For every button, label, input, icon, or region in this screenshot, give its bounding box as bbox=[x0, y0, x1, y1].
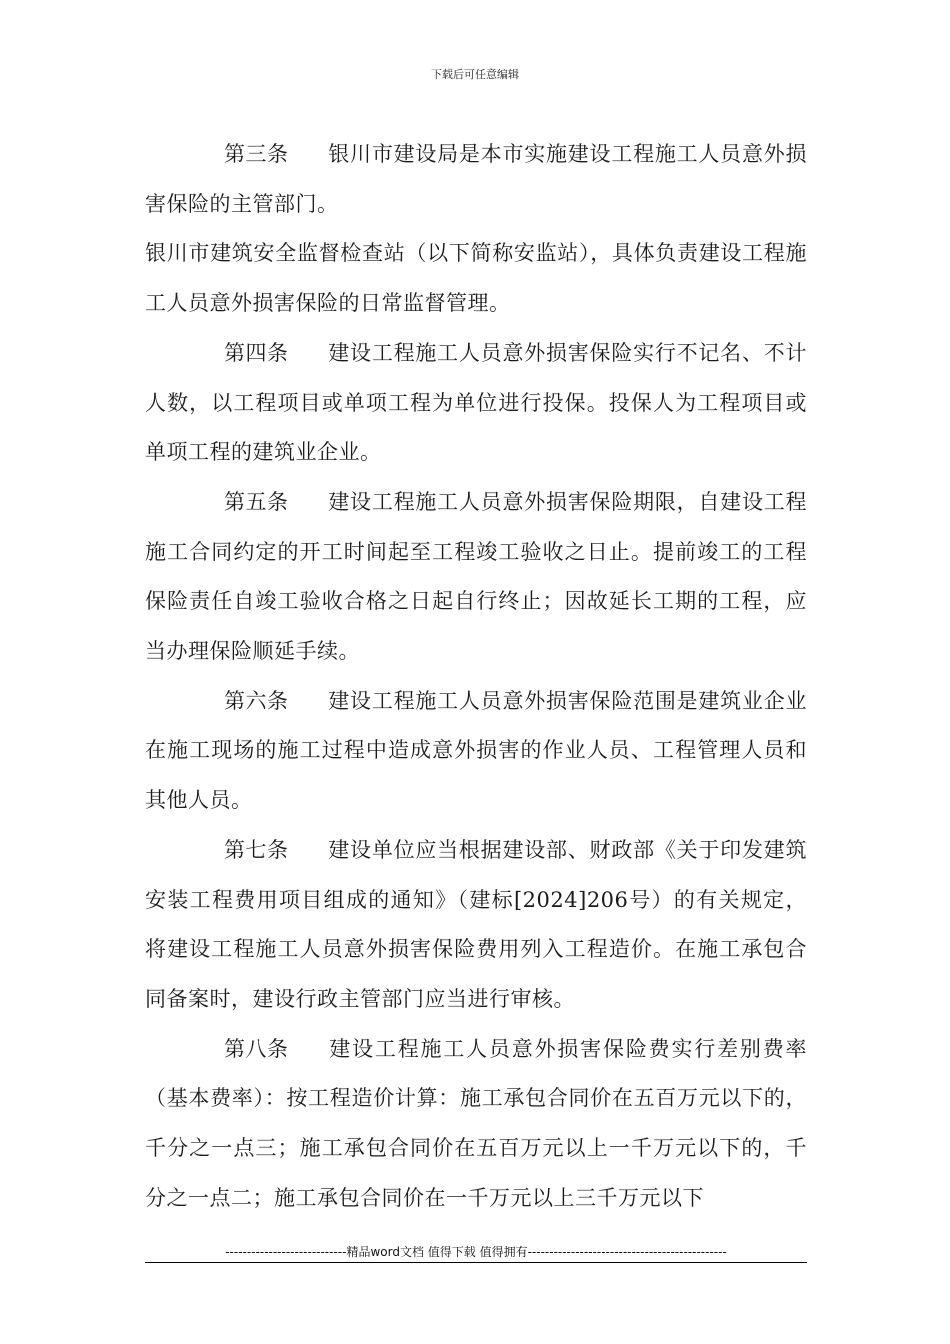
article-number: 第六条 bbox=[224, 688, 289, 713]
supervision-station-paragraph bbox=[145, 229, 807, 328]
article-5-paragraph bbox=[145, 478, 807, 677]
document-body bbox=[145, 130, 807, 1223]
article-text: 银川市建设局是本市实施建设工程施工人员意外损害保险的主管部门。 bbox=[145, 142, 807, 216]
article-text: 建设工程施工人员意外损害保险期限，自建设工程施工合同约定的开工时间起至工程竣工验收之日止。提前竣工的工程保险责任自竣工验收合格之日起自行终止；因故延长工期的工程，应当办理保险顺延手续。 bbox=[145, 489, 807, 664]
article-text: 建设工程施工人员意外损害保险范围是建筑业企业在施工现场的施工过程中造成意外损害的作业人员、工程管理人员和其他人员。 bbox=[145, 688, 807, 813]
article-number: 第三条 bbox=[224, 142, 289, 166]
article-7-paragraph bbox=[145, 826, 807, 1025]
footer-divider bbox=[145, 1262, 807, 1263]
article-number: 第四条 bbox=[224, 340, 289, 365]
page-footer: ----------------------------精品word文档 值得下载 值得拥有---------------------------------------------- bbox=[225, 1245, 727, 1259]
article-number: 第八条 bbox=[224, 1036, 289, 1061]
article-text: 建设工程施工人员意外损害保险实行不记名、不计人数，以工程项目或单项工程为单位进行投保。投保人为工程项目或单项工程的建筑业企业。 bbox=[145, 340, 807, 465]
article-text: 建设工程施工人员意外损害保险费实行差别费率（基本费率）：按工程造价计算：施工承包合同价在五百万元以下的，千分之一点三；施工承包合同价在五百万元以上一千万元以下的，千分之一点二；施工承包合同价在一千万元以上三千万元以下 bbox=[145, 1036, 807, 1210]
article-3-paragraph bbox=[145, 130, 807, 229]
article-8-paragraph bbox=[145, 1025, 807, 1224]
paragraph-text: 银川市建筑安全监督检查站（以下简称安监站），具体负责建设工程施工人员意外损害保险的日常监督管理。 bbox=[145, 241, 807, 316]
article-4-paragraph bbox=[145, 329, 807, 478]
page-header: 下载后可任意编辑 bbox=[431, 68, 519, 81]
article-6-paragraph bbox=[145, 677, 807, 826]
article-number: 第五条 bbox=[224, 489, 289, 514]
article-text: 建设单位应当根据建设部、财政部《关于印发建筑安装工程费用项目组成的通知》（建标[2024]206号）的有关规定，将建设工程施工人员意外损害保险费用列入工程造价。在施工承包合同备案时，建设行政主管部门应当进行审核。 bbox=[145, 837, 807, 1011]
article-number: 第七条 bbox=[224, 837, 289, 862]
